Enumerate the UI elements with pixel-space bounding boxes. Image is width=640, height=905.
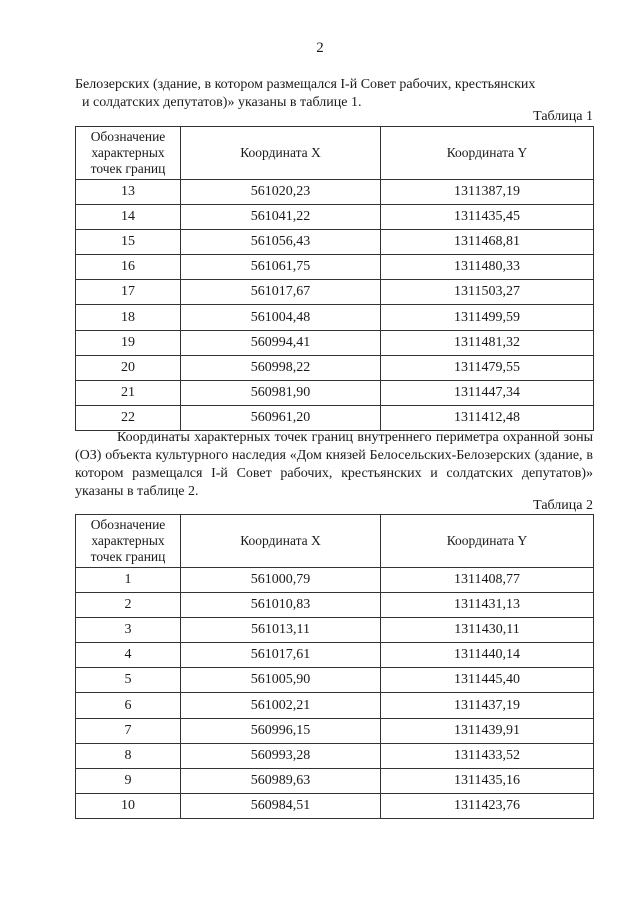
page-number: 2 xyxy=(316,40,324,56)
coord-x-cell: 561041,22 xyxy=(181,205,381,230)
point-cell: 21 xyxy=(76,380,181,405)
point-cell: 10 xyxy=(76,793,181,818)
header-x: Координата X xyxy=(181,515,381,568)
coord-x-cell: 561004,48 xyxy=(181,305,381,330)
coord-x-cell: 560989,63 xyxy=(181,768,381,793)
coord-x-cell: 561061,75 xyxy=(181,255,381,280)
intro-line-2: и солдатских депутатов)» указаны в таблице 1. xyxy=(82,95,362,110)
table-row xyxy=(76,205,594,230)
table-header-row xyxy=(76,515,594,568)
coord-y-cell: 1311447,34 xyxy=(381,380,594,405)
table-row xyxy=(76,380,594,405)
table-row xyxy=(76,743,594,768)
coord-y-cell: 1311437,19 xyxy=(381,693,594,718)
table-header-row xyxy=(76,127,594,180)
table-row xyxy=(76,768,594,793)
coord-y-cell: 1311435,16 xyxy=(381,768,594,793)
point-cell: 17 xyxy=(76,280,181,305)
table-row xyxy=(76,568,594,593)
point-cell: 14 xyxy=(76,205,181,230)
coordinates-table-1 xyxy=(75,126,594,431)
header-point: Обозначение характерных точек границ xyxy=(76,515,181,568)
coord-y-cell: 1311445,40 xyxy=(381,668,594,693)
coord-x-cell: 561017,67 xyxy=(181,280,381,305)
header-y: Координата Y xyxy=(381,515,594,568)
point-cell: 7 xyxy=(76,718,181,743)
table-row xyxy=(76,305,594,330)
table-row xyxy=(76,618,594,643)
coord-x-cell: 560984,51 xyxy=(181,793,381,818)
table-1-caption: Таблица 1 xyxy=(533,109,593,124)
point-cell: 4 xyxy=(76,643,181,668)
table-row xyxy=(76,668,594,693)
point-cell: 20 xyxy=(76,355,181,380)
coord-y-cell: 1311433,52 xyxy=(381,743,594,768)
intro-paragraph xyxy=(75,76,593,112)
header-y: Координата Y xyxy=(381,127,594,180)
second-paragraph: Координаты характерных точек границ внутреннего периметра охранной зоны (ОЗ) объекта культурного наследия «Дом князей Белосельских-Белозерских (здание, в котором размещался I-й Совет рабочих, крестьянских и солдатских депутатов)» указаны в таблице 2. xyxy=(75,430,593,499)
coord-x-cell: 560998,22 xyxy=(181,355,381,380)
coord-y-cell: 1311440,14 xyxy=(381,643,594,668)
point-cell: 15 xyxy=(76,230,181,255)
coord-x-cell: 561013,11 xyxy=(181,618,381,643)
coord-x-cell: 561056,43 xyxy=(181,230,381,255)
coord-y-cell: 1311479,55 xyxy=(381,355,594,380)
coord-x-cell: 561020,23 xyxy=(181,180,381,205)
table-row xyxy=(76,693,594,718)
coord-x-cell: 561000,79 xyxy=(181,568,381,593)
coord-y-cell: 1311480,33 xyxy=(381,255,594,280)
coord-x-cell: 560993,28 xyxy=(181,743,381,768)
table-row xyxy=(76,718,594,743)
point-cell: 19 xyxy=(76,330,181,355)
table-row xyxy=(76,593,594,618)
coord-y-cell: 1311435,45 xyxy=(381,205,594,230)
point-cell: 1 xyxy=(76,568,181,593)
coord-x-cell: 561002,21 xyxy=(181,693,381,718)
coord-y-cell: 1311481,32 xyxy=(381,330,594,355)
coord-x-cell: 560961,20 xyxy=(181,405,381,430)
coord-y-cell: 1311431,13 xyxy=(381,593,594,618)
coord-y-cell: 1311468,81 xyxy=(381,230,594,255)
coord-x-cell: 561017,61 xyxy=(181,643,381,668)
table-row xyxy=(76,230,594,255)
point-cell: 18 xyxy=(76,305,181,330)
header-point: Обозначение характерных точек границ xyxy=(76,127,181,180)
coord-x-cell: 560994,41 xyxy=(181,330,381,355)
table-2-caption: Таблица 2 xyxy=(533,498,593,513)
point-cell: 16 xyxy=(76,255,181,280)
coord-x-cell: 561010,83 xyxy=(181,593,381,618)
coord-y-cell: 1311439,91 xyxy=(381,718,594,743)
coord-y-cell: 1311408,77 xyxy=(381,568,594,593)
coord-y-cell: 1311412,48 xyxy=(381,405,594,430)
point-cell: 5 xyxy=(76,668,181,693)
coord-y-cell: 1311387,19 xyxy=(381,180,594,205)
coord-x-cell: 560981,90 xyxy=(181,380,381,405)
point-cell: 13 xyxy=(76,180,181,205)
coord-y-cell: 1311430,11 xyxy=(381,618,594,643)
header-x: Координата X xyxy=(181,127,381,180)
table-row xyxy=(76,180,594,205)
point-cell: 2 xyxy=(76,593,181,618)
coord-y-cell: 1311503,27 xyxy=(381,280,594,305)
table-row xyxy=(76,255,594,280)
table-row xyxy=(76,793,594,818)
point-cell: 3 xyxy=(76,618,181,643)
point-cell: 9 xyxy=(76,768,181,793)
table-row xyxy=(76,355,594,380)
coord-x-cell: 561005,90 xyxy=(181,668,381,693)
intro-line-1: Белозерских (здание, в котором размещался I-й Совет рабочих, крестьянских xyxy=(75,77,536,92)
table-row xyxy=(76,643,594,668)
point-cell: 6 xyxy=(76,693,181,718)
coord-y-cell: 1311423,76 xyxy=(381,793,594,818)
table-row xyxy=(76,330,594,355)
point-cell: 8 xyxy=(76,743,181,768)
coordinates-table-2 xyxy=(75,514,594,819)
point-cell: 22 xyxy=(76,405,181,430)
table-row xyxy=(76,280,594,305)
coord-x-cell: 560996,15 xyxy=(181,718,381,743)
coord-y-cell: 1311499,59 xyxy=(381,305,594,330)
table-row xyxy=(76,405,594,430)
